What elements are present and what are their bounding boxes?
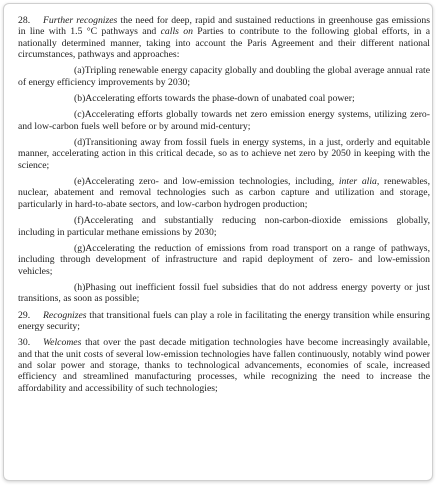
subparagraph-letter: (b)	[74, 93, 86, 105]
paragraph-30: 30. Welcomes that over the past decade mitigation technologies have become increasingly available, and that the unit costs of several low-emission technologies have fallen continuously, notably wind power and solar power and storage, thanks to technological advancements, economies of scale, increased efficiency and streamlined manufacturing processes, while recognizing the need to increase the affordability and accessibility of such technologies;	[18, 337, 430, 394]
subparagraph-d: (d)Transitioning away from fossil fuels in energy systems, in a just, orderly and equitable manner, accelerating action in this critical decade, so as to achieve net zero by 2050 in keeping with the science;	[18, 137, 430, 171]
subparagraph-letter: (e)	[74, 176, 85, 188]
document-card	[3, 3, 433, 481]
operative-verb: Recognizes	[43, 309, 87, 321]
subparagraph-letter: (c)	[74, 109, 85, 121]
subparagraph-c: (c)Accelerating efforts globally towards net zero emission energy systems, utilizing zero- and low-carbon fuels well before or by around mid-century;	[18, 109, 430, 132]
subparagraph-a: (a)Tripling renewable energy capacity globally and doubling the global average annual rate of energy efficiency improvements by 2030;	[18, 65, 430, 88]
paragraph-number: 29.	[18, 309, 31, 321]
subparagraph-letter: (d)	[74, 137, 86, 149]
operative-verb: Further recognizes	[43, 15, 118, 26]
subparagraph-letter: (a)	[74, 65, 85, 77]
paragraph-number: 28.	[18, 15, 31, 26]
subparagraph-letter: (g)	[74, 242, 86, 254]
subparagraph-e: (e)Accelerating zero- and low-emission technologies, including, inter alia, renewables, nuclear, abatement and removal technologies such as carbon capture and utilization and storage, particularly in hard-to-abate sectors, and low-carbon hydrogen production;	[18, 176, 431, 210]
paragraph-29: 29. Recognizes that transitional fuels can play a role in facilitating the energy transition while ensuring energy security;	[18, 309, 430, 332]
paragraph-number: 30.	[18, 337, 31, 349]
subparagraph-h: (h)Phasing out inefficient fossil fuel subsidies that do not address energy poverty or just transitions, as soon as possible;	[18, 281, 430, 305]
subparagraph-g: (g)Accelerating the reduction of emissions from road transport on a range of pathways, including through development of infrastructure and rapid deployment of zero- and low-emission vehicles;	[18, 242, 430, 277]
paragraph-28: 28. Further recognizes the need for deep, rapid and sustained reductions in greenhouse gas emissions in line with 1.5 °C pathways and calls on Parties to contribute to the following global efforts, in a nationally determined manner, taking into account the Paris Agreement and their different national circumstances, pathways and approaches:	[18, 15, 430, 61]
subparagraph-letter: (f)	[74, 215, 84, 227]
subparagraph-f: (f)Accelerating and substantially reducing non-carbon-dioxide emissions globally, including in particular methane emissions by 2030;	[18, 215, 430, 238]
operative-verb: Welcomes	[43, 337, 82, 349]
subparagraph-b: (b)Accelerating efforts towards the phase-down of unabated coal power;	[18, 93, 430, 104]
operative-verb: calls on	[160, 26, 193, 38]
decision-text	[18, 15, 430, 399]
subparagraph-letter: (h)	[74, 281, 86, 293]
